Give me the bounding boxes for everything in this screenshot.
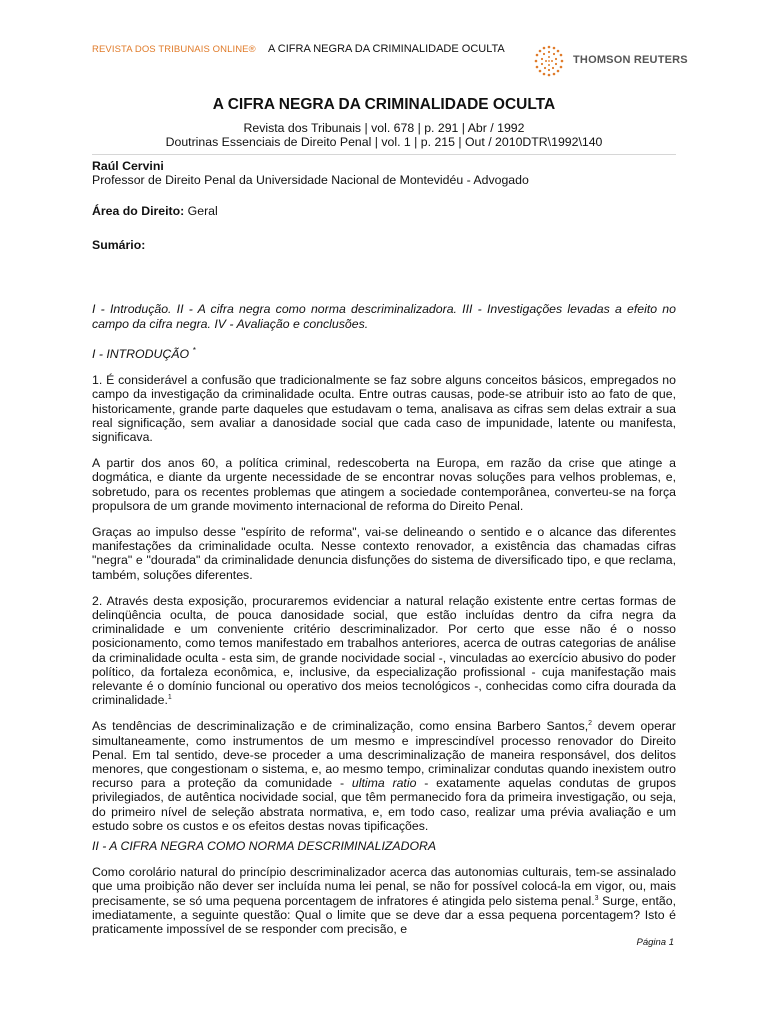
paragraph-5-text-b: devem operar simultaneamente, como instrumentos de um mesmo e imprescindível processo renovador do Direito Penal. Em tal sentido, deve-se proceder a uma descriminalização de maneira responsável, dos delitos menores, que congestionam o sistema, e, ao mesmo tempo, criminalizar condutas quando inexistem outro recurso para a proteção da comunidade - bbox=[92, 719, 676, 791]
page-number: Página 1 bbox=[636, 937, 674, 948]
citation-line-2: Doutrinas Essenciais de Direito Penal | vol. 1 | p. 215 | Out / 2010DTR\1992\140 bbox=[165, 135, 603, 150]
paragraph-2: A partir dos anos 60, a política criminal, redescoberta na Europa, em razão da crise que atinge a dogmática, e diante da urgente necessidade de se encontrar novas soluções para velhos problemas, e, sobretudo, para os recentes problemas que atingem a sociedade contemporânea, converteu-se na força propulsora de um grande movimento internacional de reforma do Direito Penal. bbox=[92, 456, 676, 513]
paragraph-6-text-a: Como corolário natural do princípio descriminalizador acerca das autonomias culturais, tem-se assinalado que uma proibição não dever ser incluída numa lei penal, se não for possível colocá-la em vigor, ou, mais precisamente, se só uma pequena porcentagem de infratores é atingida pelo sistema penal. bbox=[92, 865, 676, 908]
author-name: Raúl Cervini bbox=[92, 158, 164, 173]
publisher-label: THOMSON REUTERS bbox=[573, 54, 688, 66]
summary-text: I - Introdução. II - A cifra negra como norma descriminalizadora. III - Investigações levadas a efeito no campo da cifra negra. IV - Avaliação e conclusões. bbox=[92, 302, 676, 331]
paragraph-5-text-c: - exatamente aquelas condutas de grupos privilegiados, de autêntica nocividade social, que têm permanecido fora da primeira investigação, ou seja, do primeiro nível de seleção abstrata normativa, e, em todo caso, realizar uma prévia avaliação e um estudo sobre os custos e os efeitos destas novas tipificações. bbox=[92, 776, 677, 833]
document-body bbox=[92, 98, 676, 936]
citation-line-1: Revista dos Tribunais | vol. 678 | p. 291 | Abr / 1992 bbox=[243, 121, 525, 136]
document-title: A CIFRA NEGRA DA CRIMINALIDADE OCULTA bbox=[212, 96, 556, 113]
paragraph-6-text-b: Surge, então, imediatamente, a seguinte questão: Qual o limite que se deve dar a essa pequena porcentagem? Isto é praticamente impossível de se responder com precisão, e bbox=[92, 893, 676, 937]
paragraph-5 bbox=[92, 719, 676, 833]
paragraph-1: 1. É considerável a confusão que tradicionalmente se faz sobre alguns conceitos básicos, empregados no campo da investigação da criminalidade oculta. Entre outras causas, pode-se atribuir isto ao fato de que, historicamente, grande parte daqueles que estudavam o tema, analisava as cifras sem delas extrair a sua real significação, sem avaliar a danosidade social que cada caso de impunidade, latente ou manifesta, significava. bbox=[92, 373, 676, 444]
running-title: A CIFRA NEGRA DA CRIMINALIDADE OCULTA bbox=[268, 43, 505, 55]
brand-label: REVISTA DOS TRIBUNAIS ONLINE® bbox=[92, 44, 256, 55]
page-header bbox=[92, 43, 688, 74]
section-1-heading bbox=[92, 344, 676, 361]
law-area-value: Geral bbox=[187, 204, 218, 219]
footnote-ref-3[interactable]: 3 bbox=[594, 894, 599, 902]
paragraph-5-text-a: As tendências de descriminalização e de criminalização, como ensina Barbero Santos, bbox=[92, 719, 589, 734]
footnote-ref-2[interactable]: 2 bbox=[588, 720, 593, 728]
author-affiliation: Professor de Direito Penal da Universidade Nacional de Montevidéu - Advogado bbox=[92, 172, 529, 187]
divider bbox=[92, 154, 676, 155]
law-area bbox=[92, 204, 676, 218]
paragraph-3: Graças ao impulso desse "espírito de reforma", vai-se delineando o sentido e o alcance das diferentes manifestações da criminalidade oculta. Nesse contexto renovador, a existência das chamadas cifras "negra" e "dourada" da criminalidade denuncia disfunções do sistema de diversificado tipo, e que reclama, também, soluções diferentes. bbox=[92, 524, 676, 582]
law-area-label: Área do Direito: bbox=[92, 204, 185, 219]
section-2-heading: II - A CIFRA NEGRA COMO NORMA DESCRIMINALIZADORA bbox=[92, 839, 437, 854]
paragraph-4-text: 2. Através desta exposição, procuraremos evidenciar a natural relação existente entre certas formas de delinqüência oculta, de pouca danosidade social, que estão incluídas dentro da cifra negra da criminalidade e um conveniente critério descriminalizador. Por certo que esse não é o nosso posicionamento, como temos manifestado em trabalhos anteriores, acerca de outras categorias de análise da criminalidade oculta - esta sim, de grande nocividade social -, vinculadas ao exercício abusivo do poder político, da fortaleza econômica, e, inclusive, da especialização profissional - cuja manifestação mais relevante é o domínio funcional ou operativo dos meios tecnológicos -, conhecidas como cifra dourada da criminalidade. bbox=[92, 593, 676, 708]
ultima-ratio-text: ultima ratio bbox=[351, 776, 417, 791]
footnote-ref-1[interactable]: 1 bbox=[167, 694, 172, 702]
summary-heading: Sumário: bbox=[92, 238, 146, 253]
thomson-reuters-logo-icon bbox=[532, 44, 566, 78]
footnote-marker: * bbox=[192, 345, 196, 355]
paragraph-4 bbox=[92, 594, 676, 708]
section-1-title: I - INTRODUÇÃO bbox=[92, 346, 190, 361]
paragraph-6 bbox=[92, 865, 676, 936]
